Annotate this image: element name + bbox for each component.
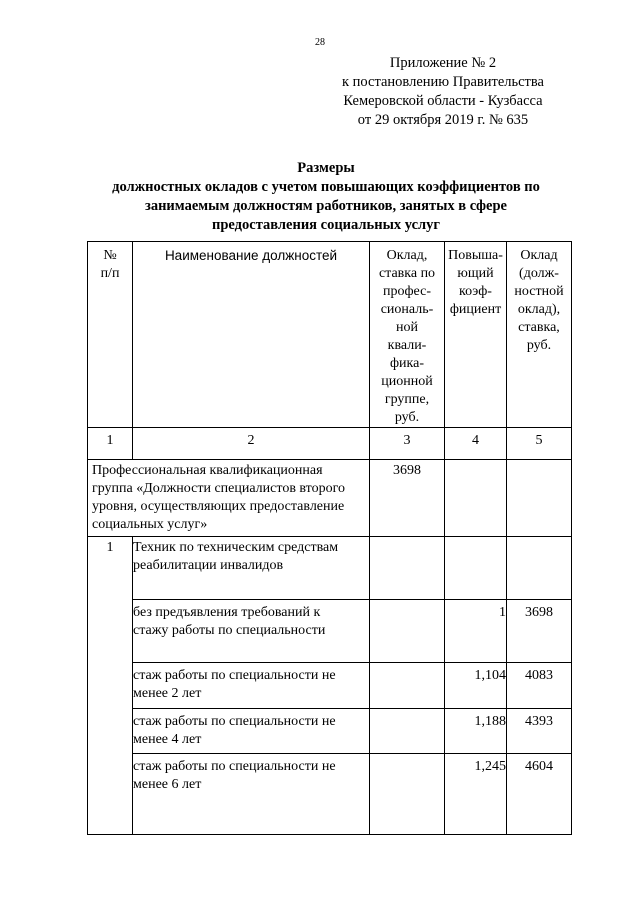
header-text: ставка по [378, 266, 436, 281]
title-line: Размеры [297, 160, 355, 176]
table-row [88, 600, 572, 663]
position-name-line: реабилитации инвалидов [133, 558, 284, 573]
header-text: руб. [526, 338, 552, 353]
group-name [88, 460, 370, 537]
header-text: профес- [382, 284, 431, 299]
row-text-line: менее 4 лет [133, 732, 202, 747]
row-text-line: менее 6 лет [133, 777, 202, 792]
empty-cell [370, 709, 445, 754]
empty-cell [445, 460, 507, 537]
salary-table [87, 241, 572, 835]
table-row [88, 754, 572, 835]
row-coef: 1,245 [445, 754, 507, 835]
header-text: п/п [100, 266, 120, 281]
header-text: группе, [384, 392, 430, 407]
appendix-line: к постановлению Правительства [342, 74, 544, 90]
table-row [88, 709, 572, 754]
empty-cell [507, 460, 572, 537]
header-text: Оклад [520, 248, 558, 263]
header-text: оклад), [517, 302, 561, 317]
document-title [96, 159, 556, 235]
title-line: должностных окладов с учетом повышающих коэффициентов по [112, 179, 540, 195]
header-text: Оклад, [386, 248, 428, 263]
group-row [88, 460, 572, 537]
row-text [133, 663, 370, 709]
row-final: 4393 [507, 709, 572, 754]
title-line: предоставления социальных услуг [212, 217, 440, 233]
header-text: фициент [449, 302, 502, 317]
column-numbers-row [88, 428, 572, 460]
group-name-line: группа «Должности специалистов второго [92, 481, 346, 496]
column-number: 3 [370, 428, 445, 460]
group-name-line: уровня, осуществляющих предоставление [92, 499, 345, 514]
header-num [88, 242, 133, 428]
column-number: 2 [133, 428, 370, 460]
header-text: сиональ- [380, 302, 434, 317]
header-coef [445, 242, 507, 428]
header-text: ющий [457, 266, 494, 281]
position-row [88, 537, 572, 600]
header-text: (долж- [519, 266, 559, 281]
row-text [133, 754, 370, 835]
row-text-line: стаж работы по специальности не [133, 668, 336, 683]
row-coef: 1,104 [445, 663, 507, 709]
empty-cell [370, 663, 445, 709]
empty-cell [370, 600, 445, 663]
header-text: ной [396, 320, 418, 335]
row-text [133, 600, 370, 663]
empty-cell [507, 537, 572, 600]
header-text: ностной [514, 284, 564, 299]
header-text: фика- [389, 356, 425, 371]
appendix-line: Кемеровской области - Кузбасса [343, 93, 543, 109]
header-name: Наименование должностей [133, 242, 370, 428]
row-text-line: стажу работы по специальности [133, 623, 326, 638]
row-coef: 1,188 [445, 709, 507, 754]
column-number: 5 [507, 428, 572, 460]
header-text: Повыша- [448, 248, 503, 263]
title-line: занимаемым должностям работников, занятых в сфере [145, 198, 507, 214]
group-name-line: социальных услуг» [92, 517, 208, 532]
table-header-row [88, 242, 572, 428]
row-final: 4604 [507, 754, 572, 835]
row-text-line: без предъявления требований к [133, 605, 321, 620]
row-text-line: менее 2 лет [133, 686, 202, 701]
header-text: квали- [387, 338, 427, 353]
row-coef: 1 [445, 600, 507, 663]
column-number: 4 [445, 428, 507, 460]
row-final: 3698 [507, 600, 572, 663]
header-text: № [103, 248, 117, 263]
page-number: 28 [315, 37, 325, 48]
position-name-line: Техник по техническим средствам [133, 540, 339, 555]
empty-cell [370, 537, 445, 600]
header-salary [370, 242, 445, 428]
header-text: руб. [394, 410, 420, 425]
row-final: 4083 [507, 663, 572, 709]
header-text: коэф- [459, 284, 492, 299]
position-number: 1 [88, 537, 133, 835]
appendix-header [328, 54, 558, 130]
empty-cell [370, 754, 445, 835]
row-text [133, 709, 370, 754]
appendix-line: Приложение № 2 [389, 55, 497, 71]
appendix-line: от 29 октября 2019 г. № 635 [357, 112, 529, 128]
row-text-line: стаж работы по специальности не [133, 714, 336, 729]
table-row [88, 663, 572, 709]
empty-cell [445, 537, 507, 600]
position-name [133, 537, 370, 600]
header-text: ционной [381, 374, 433, 389]
header-final [507, 242, 572, 428]
row-text-line: стаж работы по специальности не [133, 759, 336, 774]
column-number: 1 [88, 428, 133, 460]
header-text: ставка, [518, 320, 560, 335]
group-name-line: Профессиональная квалификационная [92, 463, 323, 478]
group-salary: 3698 [370, 460, 445, 537]
